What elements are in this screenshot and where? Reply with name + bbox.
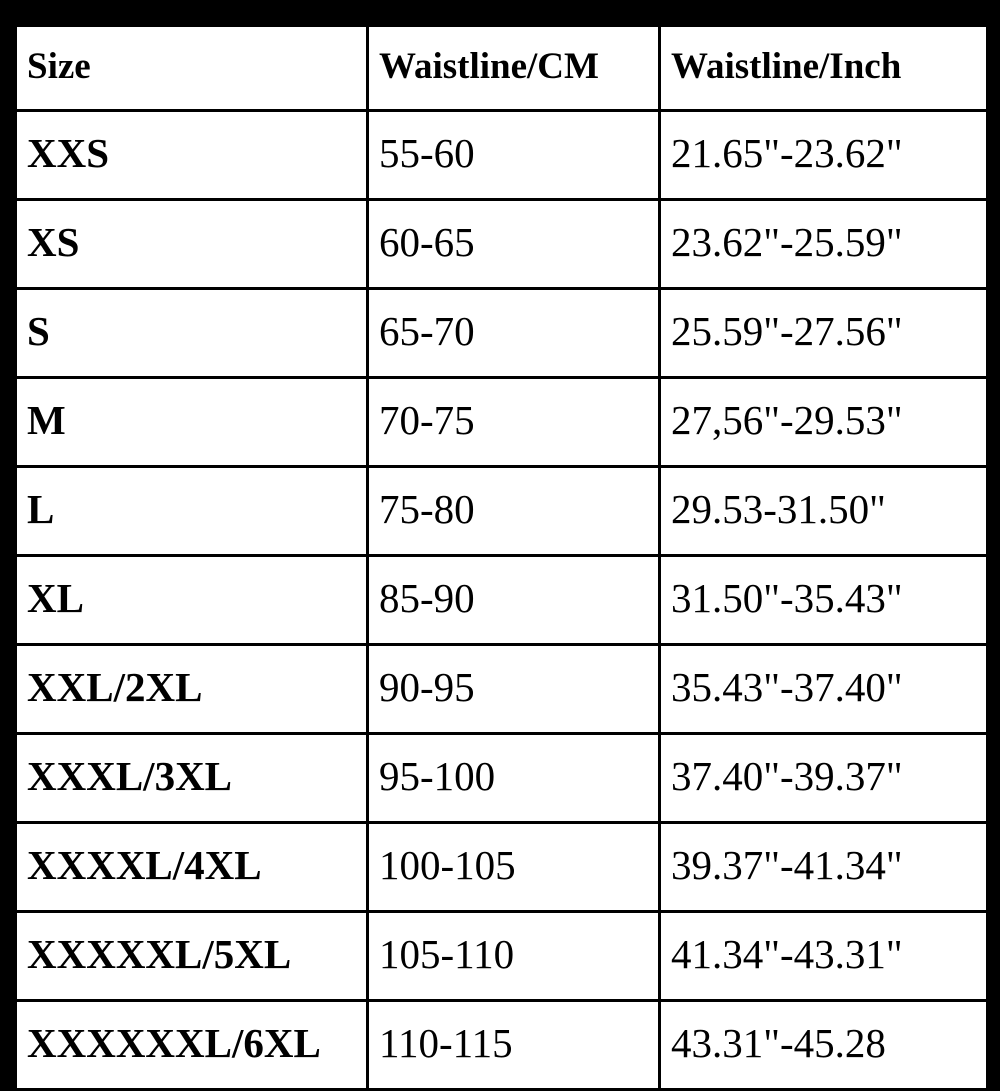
table-body	[16, 111, 988, 1090]
column-header-size: Size	[16, 26, 368, 111]
size-chart-table	[14, 24, 989, 1091]
cell-waistline-inch: 29.53-31.50"	[660, 467, 988, 556]
cell-waistline-inch: 23.62"-25.59"	[660, 200, 988, 289]
size-chart-table-container	[14, 24, 986, 1066]
cell-waistline-cm: 95-100	[368, 734, 660, 823]
cell-waistline-cm: 65-70	[368, 289, 660, 378]
cell-waistline-cm: 90-95	[368, 645, 660, 734]
table-row	[16, 378, 988, 467]
cell-waistline-cm: 75-80	[368, 467, 660, 556]
table-header	[16, 26, 988, 111]
cell-size: XXXXXL/5XL	[16, 912, 368, 1001]
table-row	[16, 645, 988, 734]
table-row	[16, 111, 988, 200]
column-header-waistline-inch: Waistline/Inch	[660, 26, 988, 111]
table-row	[16, 912, 988, 1001]
cell-waistline-cm: 70-75	[368, 378, 660, 467]
cell-waistline-inch: 43.31"-45.28	[660, 1001, 988, 1090]
table-row	[16, 734, 988, 823]
table-row	[16, 1001, 988, 1090]
cell-waistline-inch: 27,56"-29.53"	[660, 378, 988, 467]
cell-size: XXL/2XL	[16, 645, 368, 734]
cell-size: S	[16, 289, 368, 378]
table-header-row	[16, 26, 988, 111]
cell-size: XXXXXXL/6XL	[16, 1001, 368, 1090]
cell-size: L	[16, 467, 368, 556]
cell-waistline-inch: 35.43"-37.40"	[660, 645, 988, 734]
cell-waistline-inch: 31.50"-35.43"	[660, 556, 988, 645]
cell-size: XL	[16, 556, 368, 645]
cell-waistline-cm: 60-65	[368, 200, 660, 289]
table-row	[16, 823, 988, 912]
table-row	[16, 289, 988, 378]
cell-size: XXXL/3XL	[16, 734, 368, 823]
cell-size: M	[16, 378, 368, 467]
table-row	[16, 467, 988, 556]
cell-waistline-cm: 55-60	[368, 111, 660, 200]
table-row	[16, 200, 988, 289]
cell-waistline-inch: 39.37"-41.34"	[660, 823, 988, 912]
cell-size: XS	[16, 200, 368, 289]
cell-waistline-inch: 41.34"-43.31"	[660, 912, 988, 1001]
cell-waistline-cm: 100-105	[368, 823, 660, 912]
cell-waistline-inch: 25.59"-27.56"	[660, 289, 988, 378]
cell-size: XXS	[16, 111, 368, 200]
cell-waistline-cm: 85-90	[368, 556, 660, 645]
table-row	[16, 556, 988, 645]
cell-waistline-inch: 37.40"-39.37"	[660, 734, 988, 823]
column-header-waistline-cm: Waistline/CM	[368, 26, 660, 111]
cell-waistline-cm: 110-115	[368, 1001, 660, 1090]
cell-waistline-cm: 105-110	[368, 912, 660, 1001]
cell-waistline-inch: 21.65"-23.62"	[660, 111, 988, 200]
cell-size: XXXXL/4XL	[16, 823, 368, 912]
